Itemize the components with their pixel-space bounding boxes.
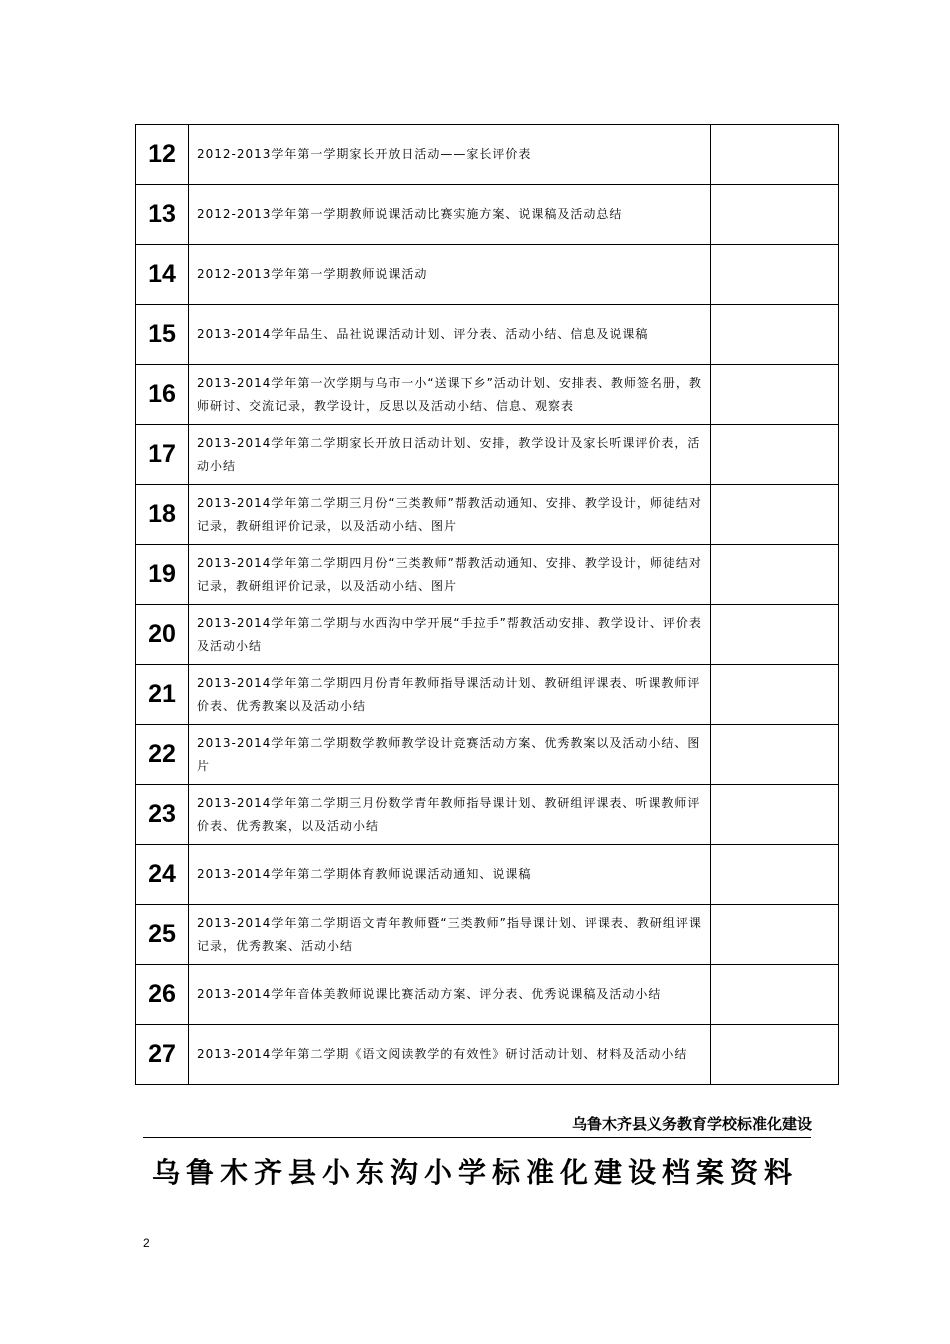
row-note-cell [711, 965, 839, 1025]
row-number: 23 [136, 785, 189, 845]
table-row [136, 845, 839, 905]
table-row [136, 545, 839, 605]
row-number: 20 [136, 605, 189, 665]
row-number: 18 [136, 485, 189, 545]
row-number: 24 [136, 845, 189, 905]
row-number: 26 [136, 965, 189, 1025]
row-note-cell [711, 185, 839, 245]
row-description: 2013-2014学年第二学期与水西沟中学开展“手拉手”帮教活动安排、教学设计、评价表及活动小结 [189, 605, 711, 665]
row-description: 2012-2013学年第一学期家长开放日活动——家长评价表 [189, 125, 711, 185]
row-note-cell [711, 605, 839, 665]
row-number: 19 [136, 545, 189, 605]
archive-table-body [136, 125, 839, 1085]
table-row [136, 965, 839, 1025]
row-note-cell [711, 245, 839, 305]
table-row [136, 185, 839, 245]
row-number: 14 [136, 245, 189, 305]
row-description: 2013-2014学年第二学期数学教师教学设计竞赛活动方案、优秀教案以及活动小结、图片 [189, 725, 711, 785]
table-row [136, 305, 839, 365]
row-note-cell [711, 665, 839, 725]
table-row [136, 1025, 839, 1085]
row-description: 2013-2014学年第二学期四月份“三类教师”帮教活动通知、安排、教学设计，师徒结对记录，教研组评价记录，以及活动小结、图片 [189, 545, 711, 605]
row-number: 22 [136, 725, 189, 785]
header-rule [143, 1137, 811, 1138]
document-title: 乌鲁木齐县小东沟小学标准化建设档案资料 [151, 1156, 798, 1189]
row-description: 2013-2014学年品生、品社说课活动计划、评分表、活动小结、信息及说课稿 [189, 305, 711, 365]
row-note-cell [711, 485, 839, 545]
row-number: 13 [136, 185, 189, 245]
table-row [136, 665, 839, 725]
row-description: 2013-2014学年第二学期四月份青年教师指导课活动计划、教研组评课表、听课教师评价表、优秀教案以及活动小结 [189, 665, 711, 725]
row-note-cell [711, 365, 839, 425]
page-number: 2 [143, 1236, 150, 1250]
archive-table [135, 124, 839, 1085]
table-row [136, 725, 839, 785]
row-number: 15 [136, 305, 189, 365]
row-note-cell [711, 845, 839, 905]
row-description: 2012-2013学年第一学期教师说课活动比赛实施方案、说课稿及活动总结 [189, 185, 711, 245]
table-row [136, 605, 839, 665]
row-description: 2013-2014学年第二学期体育教师说课活动通知、说课稿 [189, 845, 711, 905]
row-description: 2013-2014学年音体美教师说课比赛活动方案、评分表、优秀说课稿及活动小结 [189, 965, 711, 1025]
table-row [136, 125, 839, 185]
row-note-cell [711, 305, 839, 365]
table-row [136, 365, 839, 425]
row-note-cell [711, 125, 839, 185]
row-note-cell [711, 905, 839, 965]
row-note-cell [711, 545, 839, 605]
row-number: 27 [136, 1025, 189, 1085]
table-row [136, 905, 839, 965]
row-description: 2013-2014学年第二学期语文青年教师暨“三类教师”指导课计划、评课表、教研组评课记录，优秀教案、活动小结 [189, 905, 711, 965]
row-number: 25 [136, 905, 189, 965]
row-description: 2013-2014学年第二学期三月份数学青年教师指导课计划、教研组评课表、听课教师评价表、优秀教案，以及活动小结 [189, 785, 711, 845]
row-note-cell [711, 425, 839, 485]
row-number: 21 [136, 665, 189, 725]
row-number: 16 [136, 365, 189, 425]
row-note-cell [711, 785, 839, 845]
table-row [136, 245, 839, 305]
row-description: 2013-2014学年第二学期《语文阅读教学的有效性》研讨活动计划、材料及活动小结 [189, 1025, 711, 1085]
row-description: 2013-2014学年第二学期三月份“三类教师”帮教活动通知、安排、教学设计，师徒结对记录，教研组评价记录，以及活动小结、图片 [189, 485, 711, 545]
row-note-cell [711, 1025, 839, 1085]
row-description: 2013-2014学年第一次学期与乌市一小“送课下乡”活动计划、安排表、教师签名册，教师研讨、交流记录，教学设计，反思以及活动小结、信息、观察表 [189, 365, 711, 425]
table-row [136, 425, 839, 485]
running-header: 乌鲁木齐县义务教育学校标准化建设 [571, 1115, 812, 1133]
row-description: 2012-2013学年第一学期教师说课活动 [189, 245, 711, 305]
row-description: 2013-2014学年第二学期家长开放日活动计划、安排，教学设计及家长听课评价表，活动小结 [189, 425, 711, 485]
row-number: 12 [136, 125, 189, 185]
table-row [136, 485, 839, 545]
row-number: 17 [136, 425, 189, 485]
table-row [136, 785, 839, 845]
row-note-cell [711, 725, 839, 785]
